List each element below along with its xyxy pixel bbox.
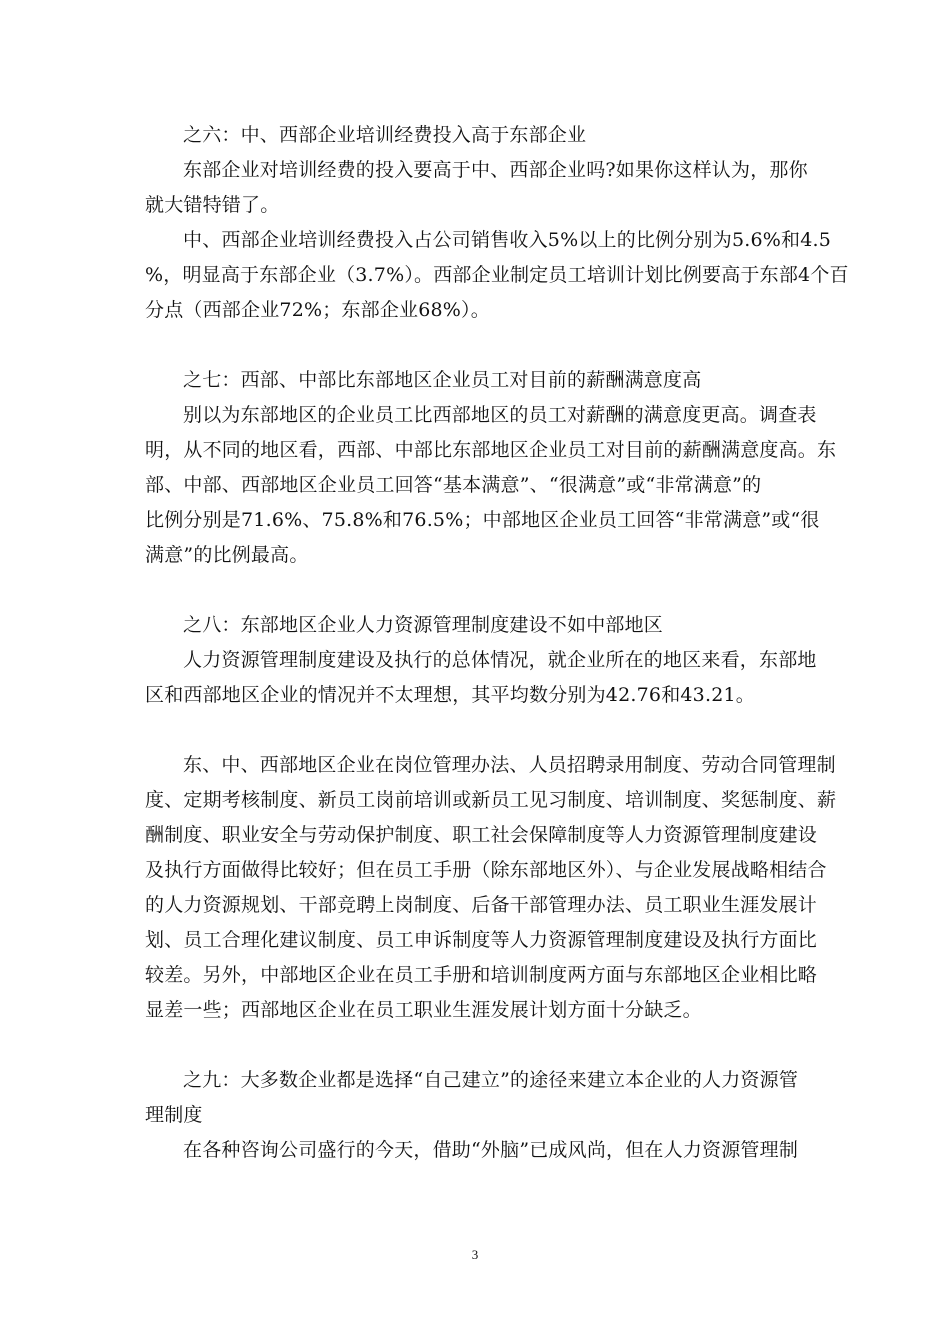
paragraph-line: 分点（西部企业72%；东部企业68%）。 <box>145 299 490 321</box>
paragraph-line: 较差。另外，中部地区企业在员工手册和培训制度两方面与东部地区企业相比略 <box>145 964 818 986</box>
paragraph-line: 满意”的比例最高。 <box>145 544 309 566</box>
section-heading: 之九：大多数企业都是选择“自己建立”的途径来建立本企业的人力资源管 <box>183 1069 799 1091</box>
paragraph-line: 中、西部企业培训经费投入占公司销售收入5%以上的比例分别为5.6%和4.5 <box>183 229 832 251</box>
section-heading-continuation: 理制度 <box>145 1104 203 1126</box>
paragraph-line: 就大错特错了。 <box>145 194 280 216</box>
document-body <box>145 118 849 1168</box>
section-heading: 之八：东部地区企业人力资源管理制度建设不如中部地区 <box>183 614 664 636</box>
paragraph-line: 人力资源管理制度建设及执行的总体情况，就企业所在的地区来看，东部地 <box>183 649 817 671</box>
paragraph-line: 在各种咨询公司盛行的今天，借助“外脑”已成风尚，但在人力资源管理制 <box>183 1139 799 1161</box>
section-heading: 之七：西部、中部比东部地区企业员工对目前的薪酬满意度高 <box>183 369 702 391</box>
section-heading: 之六：中、西部企业培训经费投入高于东部企业 <box>183 124 587 146</box>
paragraph-line: %，明显高于东部企业（3.7%）。西部企业制定员工培训计划比例要高于东部4个百 <box>145 264 849 286</box>
section-spacer <box>145 573 810 608</box>
paragraph-line: 划、员工合理化建议制度、员工申诉制度等人力资源管理制度建设及执行方面比 <box>145 929 818 951</box>
paragraph-line: 区和西部地区企业的情况并不太理想，其平均数分别为42.76和43.21。 <box>145 684 755 706</box>
paragraph-line: 酬制度、职业安全与劳动保护制度、职工社会保障制度等人力资源管理制度建设 <box>145 824 818 846</box>
paragraph-line: 及执行方面做得比较好；但在员工手册（除东部地区外）、与企业发展战略相结合 <box>145 859 827 881</box>
paragraph-line: 东、中、西部地区企业在岗位管理办法、人员招聘录用制度、劳动合同管理制 <box>183 754 836 776</box>
paragraph-line: 的人力资源规划、干部竞聘上岗制度、后备干部管理办法、员工职业生涯发展计 <box>145 894 818 916</box>
page-number: 3 <box>471 1247 479 1262</box>
section-spacer <box>145 328 810 363</box>
paragraph-line: 比例分别是71.6%、75.8%和76.5%；中部地区企业员工回答“非常满意”或“很 <box>145 509 820 531</box>
paragraph-line: 显差一些；西部地区企业在员工职业生涯发展计划方面十分缺乏。 <box>145 999 702 1021</box>
paragraph-line: 东部企业对培训经费的投入要高于中、西部企业吗?如果你这样认为，那你 <box>183 159 808 181</box>
section-spacer <box>145 713 810 748</box>
paragraph-line: 部、中部、西部地区企业员工回答“基本满意”、“很满意”或“非常满意”的 <box>145 474 762 496</box>
paragraph-line: 明，从不同的地区看，西部、中部比东部地区企业员工对目前的薪酬满意度高。东 <box>145 439 837 461</box>
section-spacer <box>145 1028 810 1063</box>
paragraph-line: 度、定期考核制度、新员工岗前培训或新员工见习制度、培训制度、奖惩制度、薪 <box>145 789 837 811</box>
paragraph-line: 别以为东部地区的企业员工比西部地区的员工对薪酬的满意度更高。调查表 <box>183 404 817 426</box>
